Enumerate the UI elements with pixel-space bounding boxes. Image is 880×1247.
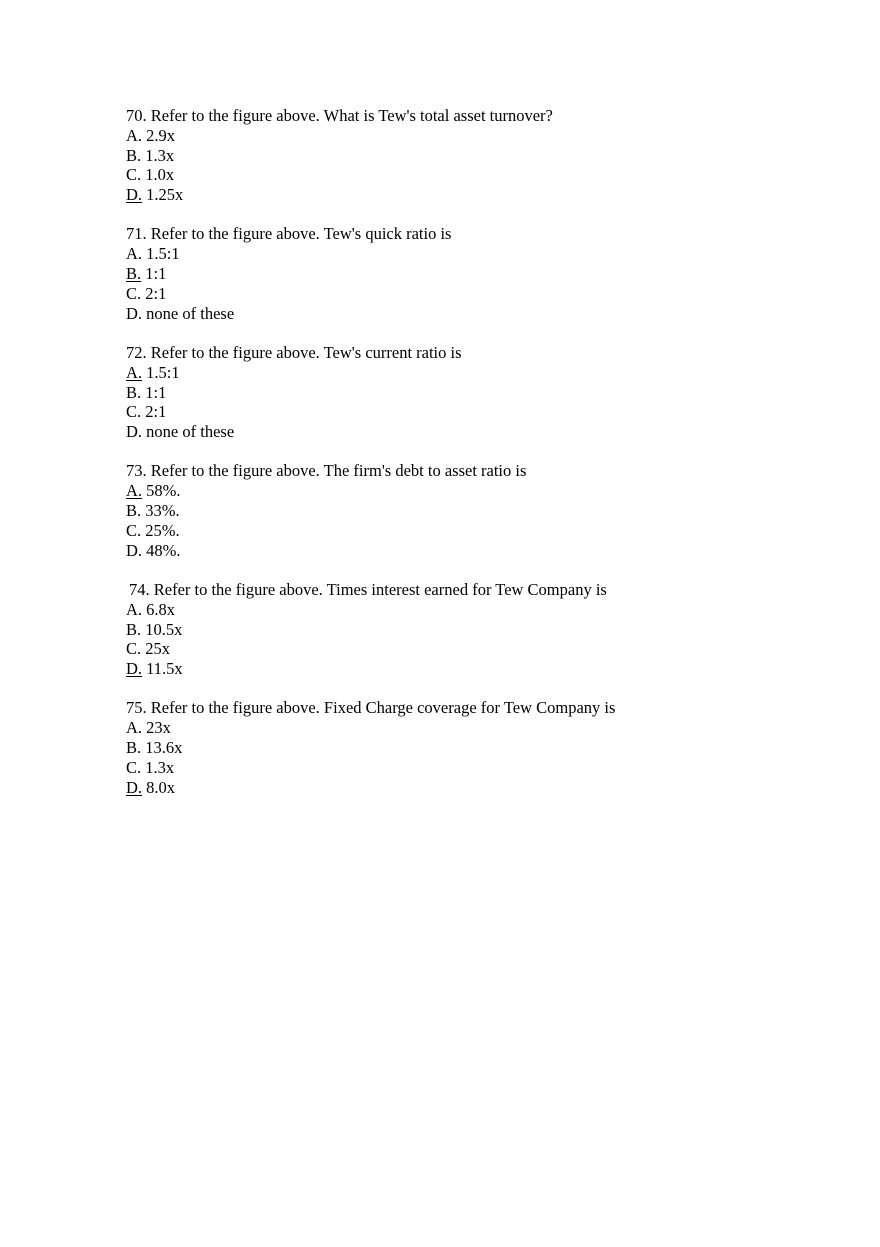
- option-letter: C.: [126, 520, 142, 540]
- option-text: 1.5:1: [146, 362, 180, 382]
- option-letter: B.: [126, 501, 142, 521]
- option-letter: D.: [126, 303, 143, 323]
- answer-option-d: [126, 304, 826, 324]
- option-letter: B.: [126, 264, 142, 284]
- option-letter: C.: [126, 165, 142, 185]
- question-stem: 73. Refer to the figure above. The firm's debt to asset ratio is: [126, 461, 527, 481]
- option-text: 2:1: [145, 402, 167, 422]
- question-75: [126, 698, 826, 797]
- option-text: 10.5x: [145, 619, 183, 639]
- option-letter: D.: [126, 659, 143, 679]
- option-text: 2.9x: [146, 125, 176, 145]
- answer-option-b: [126, 738, 826, 758]
- question-70: [126, 106, 826, 205]
- option-text: 13.6x: [145, 738, 183, 758]
- option-text: 25%.: [145, 520, 180, 540]
- option-letter: A.: [126, 599, 143, 619]
- question-stem: 75. Refer to the figure above. Fixed Charge coverage for Tew Company is: [126, 698, 616, 718]
- option-text: 11.5x: [146, 659, 183, 679]
- answer-option-c: [126, 284, 826, 304]
- question-stem: 70. Refer to the figure above. What is Tew's total asset turnover?: [126, 106, 553, 125]
- option-text: 2:1: [145, 283, 167, 303]
- option-text: 1:1: [145, 382, 167, 402]
- option-text: 1:1: [145, 264, 167, 284]
- question-stem: 72. Refer to the figure above. Tew's current ratio is: [126, 342, 462, 362]
- answer-option-d: [126, 778, 826, 798]
- option-letter: A.: [126, 244, 143, 264]
- option-letter: A.: [126, 481, 143, 501]
- answer-option-b: [126, 501, 826, 521]
- answer-option-b: [126, 264, 826, 284]
- answer-option-b: [126, 383, 826, 403]
- answer-option-d: [126, 185, 826, 205]
- option-text: 23x: [146, 718, 171, 738]
- option-text: 25x: [145, 639, 171, 659]
- option-text: 1.3x: [145, 757, 175, 777]
- option-letter: D.: [126, 422, 143, 442]
- answer-option-d: [126, 659, 826, 679]
- option-text: 1.3x: [145, 145, 175, 165]
- question-stem: 71. Refer to the figure above. Tew's quick ratio is: [126, 224, 452, 244]
- option-letter: B.: [126, 619, 142, 639]
- answer-option-b: [126, 620, 826, 640]
- answer-option-c: [126, 402, 826, 422]
- option-text: 58%.: [146, 481, 181, 501]
- option-letter: D.: [126, 185, 143, 205]
- answer-option-a: [126, 126, 826, 146]
- option-text: none of these: [146, 422, 235, 442]
- option-text: 8.0x: [146, 777, 176, 797]
- option-letter: C.: [126, 639, 142, 659]
- answer-option-a: [126, 244, 826, 264]
- option-text: 33%.: [145, 501, 180, 521]
- question-74: [126, 580, 826, 679]
- option-text: 6.8x: [146, 599, 176, 619]
- answer-option-d: [126, 422, 826, 442]
- option-letter: A.: [126, 718, 143, 738]
- question-stem: 74. Refer to the figure above. Times interest earned for Tew Company is: [129, 579, 607, 599]
- option-text: 1.0x: [145, 165, 175, 185]
- option-letter: D.: [126, 540, 143, 560]
- answer-option-c: [126, 521, 826, 541]
- answer-option-d: [126, 541, 826, 561]
- question-72: [126, 343, 826, 442]
- answer-option-a: [126, 481, 826, 501]
- option-text: 1.5:1: [146, 244, 180, 264]
- option-letter: A.: [126, 362, 143, 382]
- question-list: [126, 106, 826, 817]
- answer-option-a: [126, 718, 826, 738]
- answer-option-a: [126, 600, 826, 620]
- answer-option-a: [126, 363, 826, 383]
- answer-option-c: [126, 165, 826, 185]
- option-text: 1.25x: [146, 185, 184, 205]
- option-letter: B.: [126, 382, 142, 402]
- option-letter: C.: [126, 757, 142, 777]
- answer-option-c: [126, 639, 826, 659]
- option-letter: D.: [126, 777, 143, 797]
- answer-option-b: [126, 146, 826, 166]
- option-letter: B.: [126, 145, 142, 165]
- option-letter: C.: [126, 402, 142, 422]
- question-71: [126, 224, 826, 323]
- option-letter: B.: [126, 738, 142, 758]
- question-73: [126, 461, 826, 560]
- answer-option-c: [126, 758, 826, 778]
- option-letter: A.: [126, 125, 143, 145]
- option-text: none of these: [146, 303, 235, 323]
- option-letter: C.: [126, 283, 142, 303]
- option-text: 48%.: [146, 540, 181, 560]
